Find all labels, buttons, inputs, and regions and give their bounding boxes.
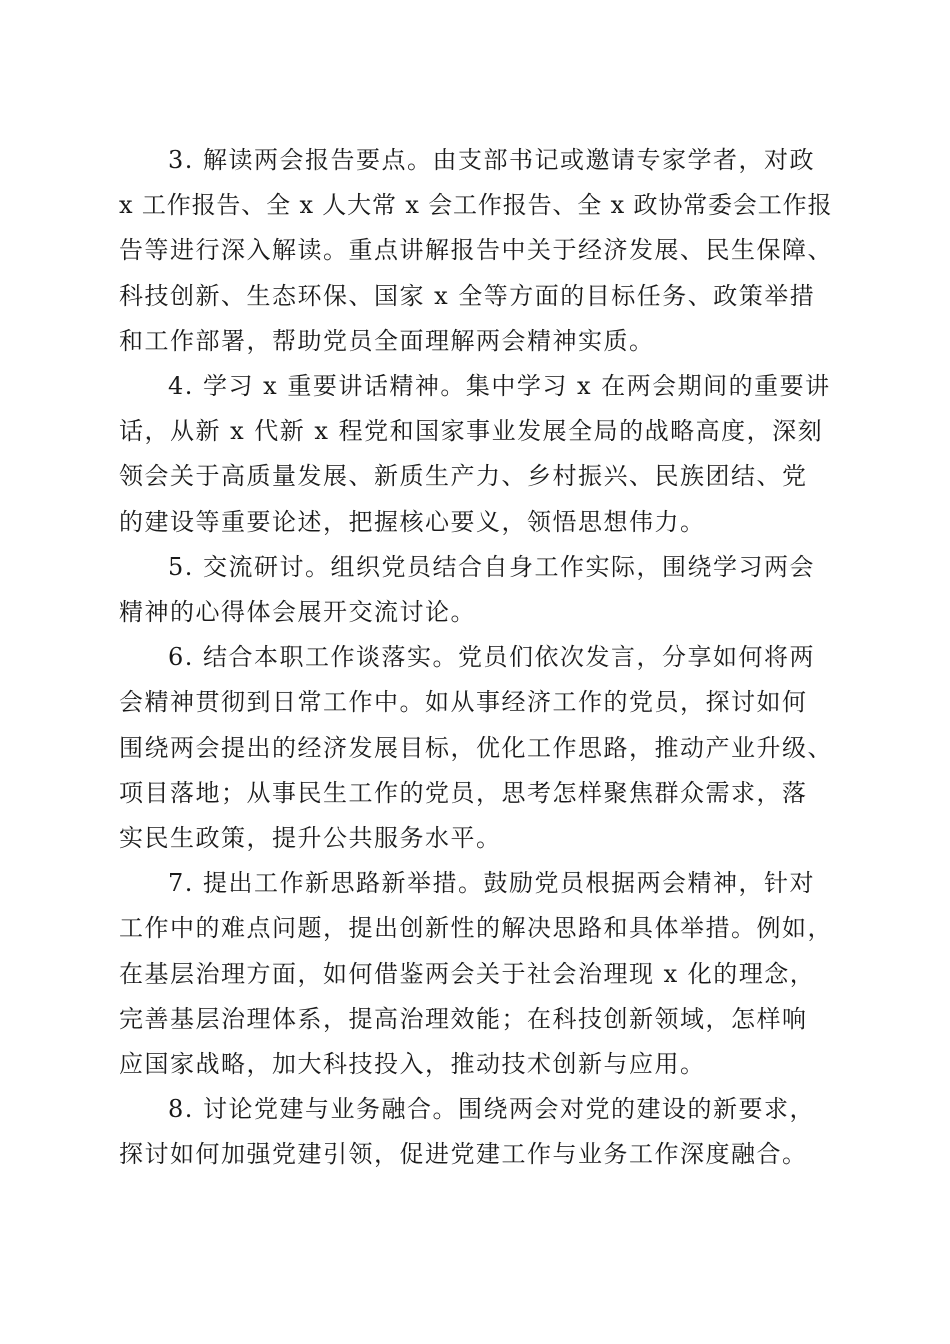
text-line: 在基层治理方面，如何借鉴两会关于社会治理现 x 化的理念， [119,959,816,988]
text-line: 项目落地；从事民生工作的党员，思考怎样聚焦群众需求，落 [119,778,808,807]
text-line: 围绕两会提出的经济发展目标，优化工作思路，推动产业升级、 [119,733,833,762]
text-line: 4. 学习 x 重要讲话精神。集中学习 x 在两会期间的重要讲 [168,372,831,401]
text-line: 领会关于高质量发展、新质生产力、乡村振兴、民族团结、党 [119,462,808,491]
text-line: 6. 结合本职工作谈落实。党员们依次发言，分享如何将两 [168,643,816,672]
text-line: 工作中的难点问题，提出创新性的解决思路和具体举措。例如， [119,914,833,943]
text-line: 告等进行深入解读。重点讲解报告中关于经济发展、民生保障、 [119,236,833,265]
paragraph-3 [119,138,834,364]
text-line: 话，从新 x 代新 x 程党和国家事业发展全局的战略高度，深刻 [119,417,824,446]
text-line: 完善基层治理体系，提高治理效能；在科技创新领域，怎样响 [119,1004,808,1033]
text-line: 精神的心得体会展开交流讨论。 [119,598,476,627]
paragraph-8 [119,1087,834,1177]
text-line: 应国家战略，加大科技投入，推动技术创新与应用。 [119,1050,706,1079]
paragraph-7 [119,861,834,1087]
document-body [119,138,834,1178]
paragraph-5 [119,545,834,635]
text-line: 7. 提出工作新思路新举措。鼓励党员根据两会精神，针对 [168,869,816,898]
text-line: 和工作部署，帮助党员全面理解两会精神实质。 [119,326,655,355]
text-line: x 工作报告、全 x 人大常 x 会工作报告、全 x 政协常委会工作报 [119,191,833,220]
text-line: 会精神贯彻到日常工作中。如从事经济工作的党员，探讨如何 [119,688,808,717]
text-line: 探讨如何加强党建引领，促进党建工作与业务工作深度融合。 [119,1140,808,1169]
text-line: 实民生政策，提升公共服务水平。 [119,824,502,853]
paragraph-6 [119,635,834,861]
text-line: 5. 交流研讨。组织党员结合自身工作实际，围绕学习两会 [168,552,816,581]
text-line: 的建设等重要论述，把握核心要义，领悟思想伟力。 [119,507,706,536]
text-line: 8. 讨论党建与业务融合。围绕两会对党的建设的新要求， [168,1095,816,1124]
text-line: 3. 解读两会报告要点。由支部书记或邀请专家学者，对政 [168,146,816,174]
paragraph-4 [119,364,834,545]
text-line: 科技创新、生态环保、国家 x 全等方面的目标任务、政策举措 [119,281,816,310]
